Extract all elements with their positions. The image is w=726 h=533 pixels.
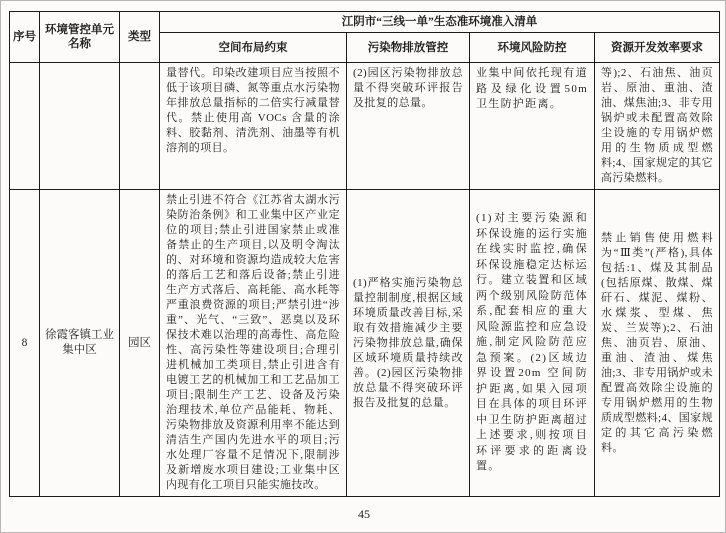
cell-resource: 等);2、石油焦、油页岩、原油、重油、渣油、煤焦油;3、非专用锅炉或未配置高效除尘设施的专用锅炉燃用的生物质成型燃料;4、国家规定的其它高污染燃料。 <box>595 63 720 190</box>
table-row <box>10 190 720 497</box>
cell-type: 园区 <box>120 190 160 497</box>
column-header-pollution: 污染物排放管控 <box>347 33 470 63</box>
column-header-spatial: 空间布局约束 <box>160 33 347 63</box>
cell-spatial: 量替代。印染改建项目应当按照不低于该项目磷、氮等重点水污染物年排放总量指标的二倍实行减量替代。禁止使用高 VOCs 含量的涂料、胶黏剂、清洗剂、油墨等有机溶剂的项目。 <box>160 63 347 190</box>
cell-spatial: 禁止引进不符合《江苏省太湖水污染防治条例》和工业集中区产业定位的项目;禁止引进国家禁止或准备禁止的生产项目,以及明令淘汰的、对环境和资源均造成较大危害的落后工艺和落后设备;禁止引进生产方式落后、高耗能、高水耗等严重浪费资源的项目;严禁引进“涉重”、光气、“三致”、恶臭以及环保技术难以治理的高毒性、高危险性、高污染性等建设项目;合理引进机械加工类项目,禁止引进含有电镀工艺的机械加工和工艺品加工项目;限制生产工艺、设备及污染治理技术,单位产品能耗、物耗、污染物排放及资源利用率不能达到清洁生产国内先进水平的项目;污水处理厂容量不足情况下,限制涉及新增废水项目建设;工业集中区内现有化工项目只能实施技改。 <box>160 190 347 497</box>
cell-no: 8 <box>10 190 40 497</box>
table-row <box>10 63 720 190</box>
column-header-resource: 资源开发效率要求 <box>595 33 720 63</box>
column-header-no: 序号 <box>10 12 40 63</box>
column-header-unit-name: 环境管控单元名称 <box>40 12 120 63</box>
page-number: 45 <box>358 507 370 521</box>
column-header-type: 类型 <box>120 12 160 63</box>
cell-unit-name <box>40 63 120 190</box>
cell-no <box>10 63 40 190</box>
cell-unit-name: 徐霞客镇工业集中区 <box>40 190 120 497</box>
cell-type <box>120 63 160 190</box>
access-list-table <box>9 11 720 497</box>
cell-risk: (1)对主要污染源和环保设施的运行实施在线实时监控,确保环保设施稳定达标运行。建立装置和区域两个级别风险防范体系,配套相应的重大风险源监控和应急设施,制定风险防范应急预案。(2)区域边界设置20m 空间防护距离,如果入园项目在具体的项目环评中卫生防护距离超过上述要求,则按项目环评要求的距离设置。 <box>470 190 595 497</box>
cell-pollution: (2)园区污染物排放总量不得突破环评报告及批复的总量。 <box>347 63 470 190</box>
cell-risk: 业集中间依托现有道路及绿化设置50m 卫生防护距离。 <box>470 63 595 190</box>
table-title: 江阴市“三线一单”生态准环境准入清单 <box>160 12 720 33</box>
column-header-risk: 环境风险防控 <box>470 33 595 63</box>
cell-resource: 禁止销售使用燃料为“Ⅲ类”(严格),具体包括:1、煤及其制品(包括原煤、散煤、煤矸石、煤泥、煤粉、水煤浆、型煤、焦炭、兰炭等);2、石油焦、油页岩、原油、重油、渣油、煤焦油;3、非专用锅炉或未配置高效除尘设施的专用锅炉燃用的生物质成型燃料;4、国家规定的其它高污染燃料。 <box>595 190 720 497</box>
cell-pollution: (1)严格实施污染物总量控制制度,根据区域环境质量改善目标,采取有效措施减少主要污染物排放总量,确保区域环境质量持续改善。(2)园区污染物排放总量不得突破环评报告及批复的总量。 <box>347 190 470 497</box>
